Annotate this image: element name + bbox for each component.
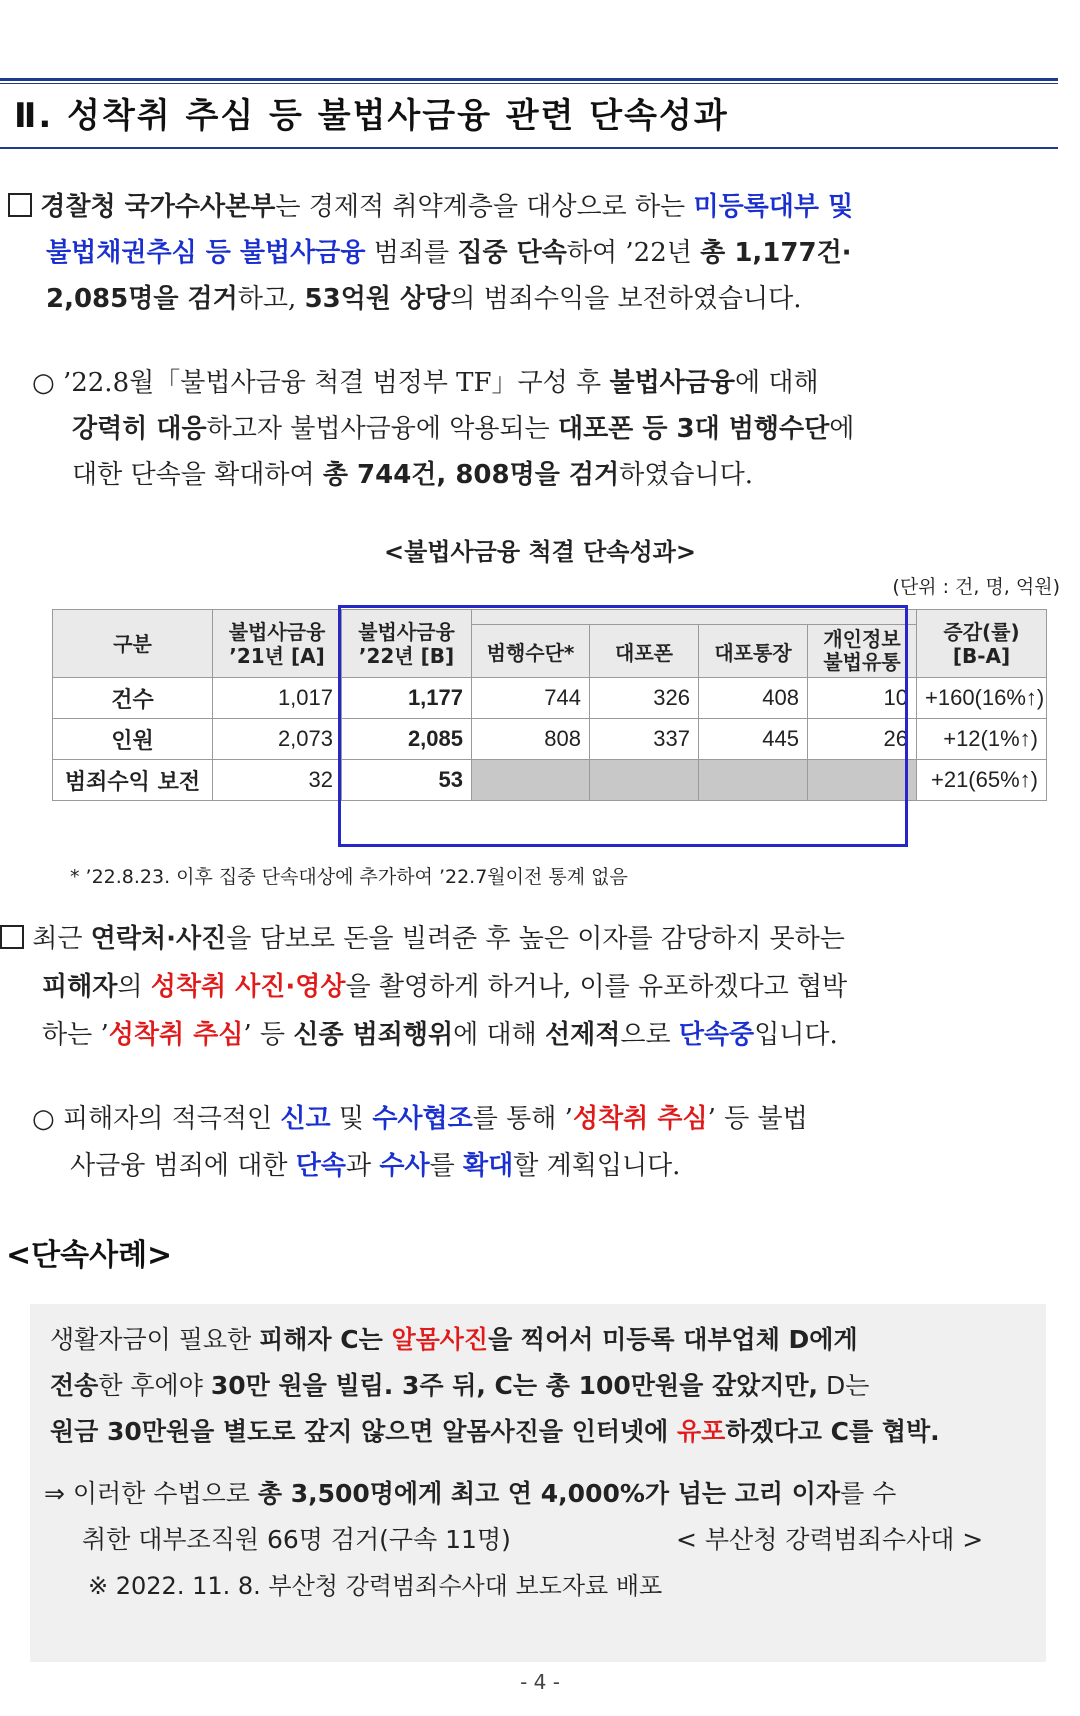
text-bold: 총 744건, 808명을 검거 [322, 460, 620, 490]
table-unit: (단위 : 건, 명, 억원) [892, 576, 1060, 598]
text-bold: 53억원 상당 [304, 284, 451, 314]
text: 하고자 불법사금융에 악용되는 [206, 414, 558, 444]
text-bold: 집중 단속 [457, 238, 567, 268]
text: 하였습니다. [619, 460, 753, 490]
square-bullet-icon [8, 193, 32, 217]
section-title-text: 성착취 추심 등 불법사금융 관련 단속성과 [67, 96, 729, 136]
header-spacer [472, 610, 917, 625]
text: 취한 대부조직원 66명 검거(구속 11명) [82, 1525, 511, 1554]
cell-y21: 32 [213, 760, 342, 801]
text: ’ 등 [243, 1020, 294, 1050]
page-number: - 4 - [520, 1670, 560, 1694]
table-row [53, 760, 1047, 801]
cell-empty [472, 760, 590, 801]
text-blue: 확대 [462, 1151, 514, 1181]
header-y22: 불법사금융 ’22년 [B] [342, 610, 472, 678]
table-title: <불법사금융 척결 단속성과> [384, 538, 696, 566]
circle-bullet-icon: ○ [32, 1104, 55, 1134]
cell-change: +21(65%↑) [917, 760, 1047, 801]
cell-phone: 337 [590, 719, 699, 760]
cell-y21: 1,017 [213, 678, 342, 719]
enforcement-table [52, 609, 1047, 801]
row-label: 건수 [53, 678, 213, 719]
text: 를 통해 ’ [472, 1104, 573, 1134]
text: 하여 ’22년 [566, 238, 701, 268]
text: 을 촬영하게 하거나, 이를 유포하겠다고 협박 [345, 972, 848, 1002]
text-red: 성착취 추심 [572, 1104, 708, 1134]
row-label: 인원 [53, 719, 213, 760]
header-y21: 불법사금융 ’21년 [A] [213, 610, 342, 678]
text-blue: 신고 [280, 1104, 331, 1134]
cases-title: <단속사례> [6, 1238, 173, 1273]
cell-privacy: 10 [808, 678, 917, 719]
case-line-1 [50, 1320, 858, 1356]
text: 사금융 범죄에 대한 [70, 1151, 296, 1181]
text: 한 후에야 [98, 1371, 211, 1400]
circle-bullet-icon: ○ [32, 368, 55, 398]
section-number: Ⅱ. [14, 96, 54, 136]
case-line-6: ※ 2022. 11. 8. 부산청 강력범죄수사대 보도자료 배포 [88, 1572, 663, 1600]
text-bold: 피해자 [42, 972, 118, 1002]
case-line-5 [82, 1520, 511, 1556]
text: 하는 ’ [42, 1020, 109, 1050]
text: 의 범죄수익을 보전하였습니다. [450, 284, 802, 314]
header-phone: 대포폰 [590, 625, 699, 678]
text: ’22.8월「불법사금융 척결 범정부 TF」구성 후 [62, 368, 610, 398]
case-line-2 [50, 1366, 869, 1402]
text: 에 대해 [453, 1020, 545, 1050]
text-bold: 경찰청 국가수사본부 [40, 192, 276, 222]
text-bold: 신종 범죄행위 [293, 1020, 454, 1050]
text-bold: 총 1,177건· [700, 238, 852, 268]
text: 및 [330, 1104, 373, 1134]
text: 피해자의 적극적인 [62, 1104, 281, 1134]
text-bold: 선제적 [544, 1020, 621, 1050]
para4-line2 [70, 1145, 680, 1182]
text: D는 [818, 1371, 870, 1400]
section-rule-top [0, 78, 1058, 81]
table-row [53, 678, 1047, 719]
text-bold: 연락처·사진 [90, 924, 227, 954]
cell-empty [699, 760, 808, 801]
text: 에 [829, 414, 855, 444]
cell-y22: 2,085 [342, 719, 472, 760]
para1-line2 [46, 232, 852, 269]
para3-line1 [0, 918, 845, 955]
text: 를 [429, 1151, 463, 1181]
text: 최근 [32, 924, 91, 954]
table-footnote: * ’22.8.23. 이후 집중 단속대상에 추가하여 ’22.7월이전 통계 없음 [70, 866, 628, 888]
text: 생활자금이 필요한 [50, 1325, 260, 1354]
header-change: 증감(률) [B-A] [917, 610, 1047, 678]
text: 과 [345, 1151, 380, 1181]
text-blue: 단속중 [678, 1020, 755, 1050]
header-category: 구분 [53, 610, 213, 678]
table-header-row [53, 610, 1047, 625]
case-line-3 [50, 1412, 940, 1448]
text-bold: 30만 원을 빌림. 3주 뒤, C는 총 100만원을 갚았지만, [210, 1371, 819, 1400]
text-blue: 미등록대부 및 [693, 192, 854, 222]
text-blue: 수사 [379, 1151, 430, 1181]
text-bold: 원금 30만원을 별도로 갚지 않으면 알몸사진을 인터넷에 [50, 1417, 678, 1446]
text: 으로 [620, 1020, 679, 1050]
case-line-4 [44, 1474, 896, 1510]
section-title [14, 88, 729, 137]
text-blue: 수사협조 [372, 1104, 473, 1134]
cell-change: +160(16%↑) [917, 678, 1047, 719]
text-bold: 전송 [50, 1371, 99, 1400]
text-blue: 단속 [295, 1151, 346, 1181]
case-source: < 부산청 강력범죄수사대 > [676, 1525, 984, 1554]
para2-line3 [72, 454, 753, 491]
cell-change: +12(1%↑) [917, 719, 1047, 760]
cell-y22: 1,177 [342, 678, 472, 719]
text: 입니다. [754, 1020, 838, 1050]
text-bold: 피해자 C는 [259, 1325, 392, 1354]
text-bold: 하겠다고 C를 협박. [725, 1417, 940, 1446]
text: ’ 등 불법 [707, 1104, 808, 1134]
para2-line2 [72, 408, 854, 445]
section-rule-top-thin [0, 83, 1058, 84]
text: 에 대해 [735, 368, 819, 398]
cell-means: 744 [472, 678, 590, 719]
table-row [53, 719, 1047, 760]
para3-line3 [42, 1014, 838, 1051]
text-bold: 총 3,500명에게 최고 연 4,000%가 넘는 고리 이자 [257, 1479, 841, 1508]
text: 는 경제적 취약계층을 대상으로 하는 [275, 192, 694, 222]
text-blue: 불법채권추심 등 불법사금융 [46, 238, 366, 268]
cell-y22: 53 [342, 760, 472, 801]
para1-line3 [46, 278, 802, 315]
text-red: 알몸사진 [391, 1325, 489, 1354]
text: 할 계획입니다. [513, 1151, 681, 1181]
cell-account: 408 [699, 678, 808, 719]
text: 대한 단속을 확대하여 [72, 460, 323, 490]
text: 를 수 [840, 1479, 897, 1508]
text-bold: 강력히 대응 [72, 414, 207, 444]
cell-empty [808, 760, 917, 801]
text: 을 담보로 돈을 빌려준 후 높은 이자를 감당하지 못하는 [226, 924, 845, 954]
cell-y21: 2,073 [213, 719, 342, 760]
text-red: 성착취 사진·영상 [150, 972, 346, 1002]
square-bullet-icon [0, 925, 24, 949]
text: 범죄를 [365, 238, 458, 268]
section-rule-bottom [0, 147, 1058, 149]
text-bold: 2,085명을 검거 [46, 284, 238, 314]
cell-phone: 326 [590, 678, 699, 719]
cell-account: 445 [699, 719, 808, 760]
header-privacy: 개인정보 불법유통 [808, 625, 917, 678]
header-means: 범행수단* [472, 625, 590, 678]
text: 의 [117, 972, 151, 1002]
cell-empty [590, 760, 699, 801]
text-red: 성착취 추심 [108, 1020, 244, 1050]
text: ⇒ 이러한 수법으로 [44, 1479, 258, 1508]
text: 하고, [237, 284, 305, 314]
row-label: 범죄수익 보전 [53, 760, 213, 801]
para2-line1 [32, 362, 819, 399]
text-bold: 불법사금융 [609, 368, 736, 398]
para4-line1 [32, 1098, 808, 1135]
text-red: 유포 [677, 1417, 726, 1446]
text-bold: 을 찍어서 미등록 대부업체 D에게 [488, 1325, 858, 1354]
para3-line2 [42, 966, 847, 1003]
para1-line1 [8, 186, 853, 223]
header-account: 대포통장 [699, 625, 808, 678]
cell-means: 808 [472, 719, 590, 760]
text-bold: 대포폰 등 3대 범행수단 [557, 414, 830, 444]
cell-privacy: 26 [808, 719, 917, 760]
